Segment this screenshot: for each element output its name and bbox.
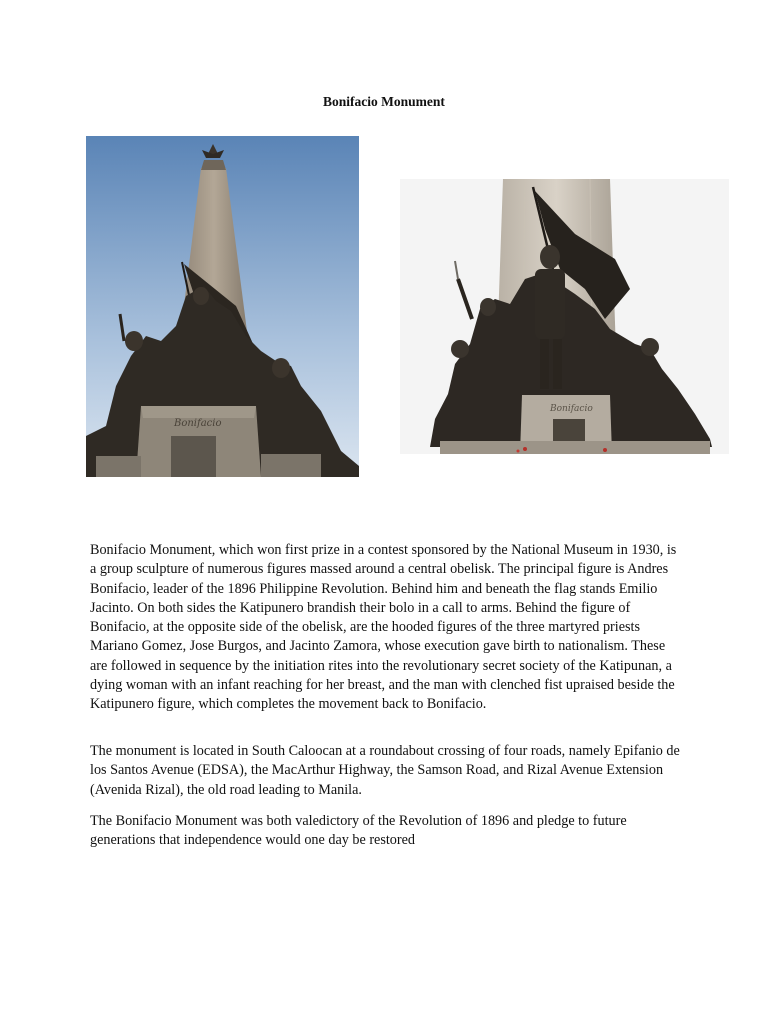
paragraph-significance: The Bonifacio Monument was both valedictory of the Revolution of 1896 and pledge to future generations that independence would one day be restored xyxy=(90,813,627,849)
page-title: Bonifacio Monument xyxy=(323,94,445,109)
paragraph-location: The monument is located in South Caloocan at a roundabout crossing of four roads, namely Epifanio de los Santos Avenue (EDSA), the MacArthur Highway, the Samson Road, and Rizal Avenue Extension (Avenida Rizal), the old road leading to Manila. xyxy=(90,743,680,798)
svg-text:Bonifacio: Bonifacio xyxy=(174,418,222,429)
monument-photo-front-view xyxy=(400,179,729,454)
monument-photo-sky-view xyxy=(86,136,359,477)
paragraph-description: Bonifacio Monument, which won first prize in a contest sponsored by the National Museum in 1930, is a group sculpture of numerous figures massed around a central obelisk. The principal figure is Andres Bonifacio, leader of the 1896 Philippine Revolution. Behind him and beneath the flag stands Emilio Jacinto. On both sides the Katipunero brandish their bolo in a call to arms. Behind the figure of Bonifacio, at the opposite side of the obelisk, are the hooded figures of the three martyred priests Mariano Gomez, Jose Burgos, and Jacinto Zamora, whose execution gave birth to nationalism. These are followed in sequence by the initiation rites into the revolutionary secret society of the Katipunan, a dying woman with an infant reaching for her breast, and the man with clenched fist upraised beside the Katipunero figure, which completes the movement back to Bonifacio. xyxy=(90,542,677,713)
svg-text:Bonifacio: Bonifacio xyxy=(550,404,593,414)
